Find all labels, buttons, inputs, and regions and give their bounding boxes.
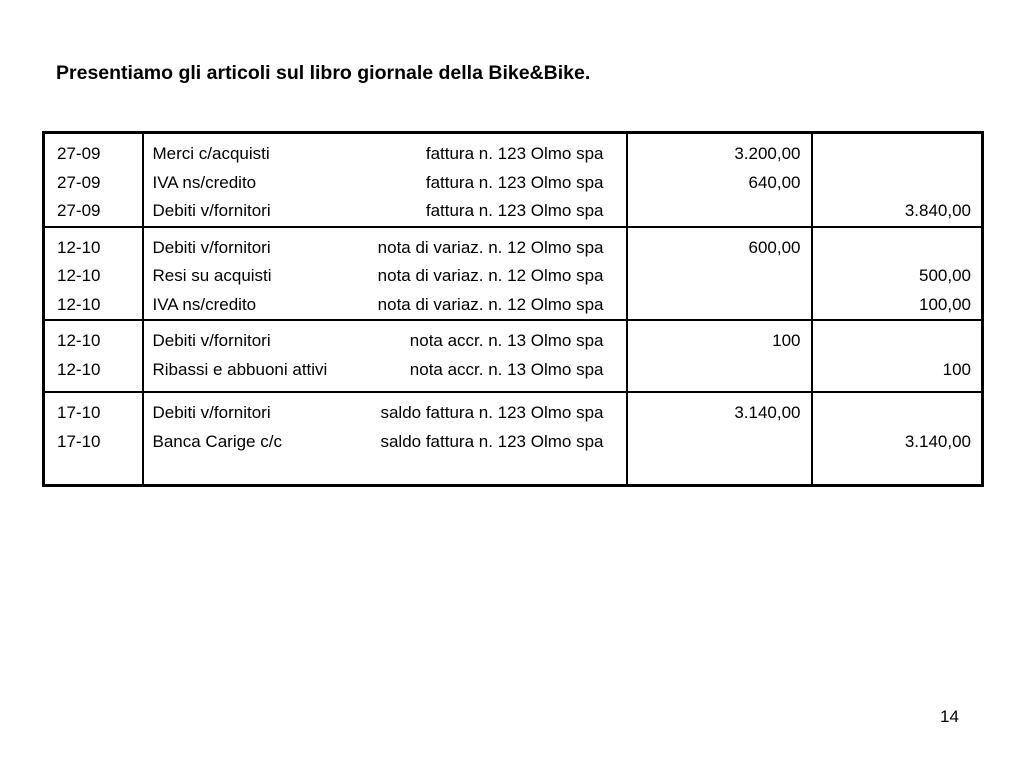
entry-description (153, 169, 626, 198)
entry-description (153, 356, 626, 385)
document-reference: fattura n. 123 Olmo spa (425, 172, 604, 192)
dare-amount: 3.140,00 (734, 403, 801, 422)
dare-amount (628, 262, 801, 291)
account-name: IVA ns/credito (152, 172, 257, 192)
dare-cell (627, 227, 812, 321)
entry-date: 12-10 (57, 359, 101, 379)
avere-cell (812, 320, 983, 392)
dare-amount: 3.200,00 (734, 144, 801, 163)
entry-date: 27-09 (57, 144, 101, 163)
entry-description (153, 291, 626, 320)
avere-amount: 3.140,00 (904, 431, 971, 451)
account-name: Ribassi e abbuoni attivi (152, 359, 328, 379)
entry-description (153, 399, 626, 428)
avere-amount (813, 234, 972, 263)
entry-description (153, 140, 626, 169)
entry-date: 12-10 (57, 266, 101, 285)
account-name: Debiti v/fornitori (152, 201, 271, 220)
journal-entry (44, 320, 983, 392)
avere-amount (813, 327, 972, 356)
entry-date: 12-10 (57, 237, 101, 257)
entry-description (153, 428, 626, 457)
account-name: IVA ns/credito (152, 294, 257, 314)
entry-description (153, 327, 626, 356)
journal-entry (44, 392, 983, 485)
page-title: Presentiamo gli articoli sul libro giornale della Bike&Bike. (56, 62, 591, 84)
dare-cell (627, 392, 812, 485)
document-reference: fattura n. 123 Olmo spa (425, 201, 604, 220)
account-name: Resi su acquisti (152, 266, 272, 285)
journal-entry (44, 227, 983, 321)
dare-amount: 640,00 (748, 172, 801, 192)
document-reference: saldo fattura n. 123 Olmo spa (380, 403, 604, 422)
description-cell (143, 133, 627, 227)
dare-amount (628, 428, 801, 457)
document-reference: nota di variaz. n. 12 Olmo spa (377, 294, 604, 314)
journal-entry (44, 133, 983, 227)
avere-amount: 100 (942, 359, 971, 379)
avere-amount (813, 169, 972, 198)
account-name: Debiti v/fornitori (152, 403, 271, 422)
avere-cell (812, 392, 983, 485)
account-name: Debiti v/fornitori (152, 331, 271, 350)
account-name: Merci c/acquisti (152, 144, 270, 163)
avere-amount: 500,00 (919, 266, 971, 285)
entry-date: 17-10 (57, 431, 101, 451)
account-name: Debiti v/fornitori (152, 237, 271, 257)
avere-amount: 3.840,00 (904, 201, 971, 220)
description-cell (143, 227, 627, 321)
avere-amount: 100,00 (919, 294, 971, 314)
description-cell (143, 320, 627, 392)
document-reference: saldo fattura n. 123 Olmo spa (380, 431, 604, 451)
dare-cell (627, 133, 812, 227)
document-reference: fattura n. 123 Olmo spa (425, 144, 604, 163)
avere-amount (813, 399, 972, 428)
dare-amount: 600,00 (748, 237, 801, 257)
date-cell (44, 133, 143, 227)
description-cell (143, 392, 627, 485)
avere-cell (812, 227, 983, 321)
entry-date: 12-10 (57, 331, 101, 350)
document-reference: nota di variaz. n. 12 Olmo spa (377, 237, 604, 257)
entry-date: 27-09 (57, 172, 101, 192)
date-cell (44, 227, 143, 321)
entry-date: 17-10 (57, 403, 101, 422)
document-reference: nota di variaz. n. 12 Olmo spa (377, 266, 604, 285)
page-number: 14 (940, 707, 959, 726)
document-reference: nota accr. n. 13 Olmo spa (409, 359, 604, 379)
entry-date: 12-10 (57, 294, 101, 314)
entry-description (153, 234, 626, 263)
entry-description (153, 262, 626, 291)
dare-cell (627, 320, 812, 392)
document-reference: nota accr. n. 13 Olmo spa (409, 331, 604, 350)
account-name: Banca Carige c/c (152, 431, 282, 451)
avere-cell (812, 133, 983, 227)
date-cell (44, 320, 143, 392)
journal-table (42, 131, 984, 487)
date-cell (44, 392, 143, 485)
entry-description (153, 197, 626, 226)
dare-amount (628, 291, 801, 320)
entry-date: 27-09 (57, 201, 101, 220)
avere-amount (813, 140, 972, 169)
dare-amount (628, 197, 801, 226)
dare-amount (628, 356, 801, 385)
dare-amount: 100 (772, 331, 801, 350)
